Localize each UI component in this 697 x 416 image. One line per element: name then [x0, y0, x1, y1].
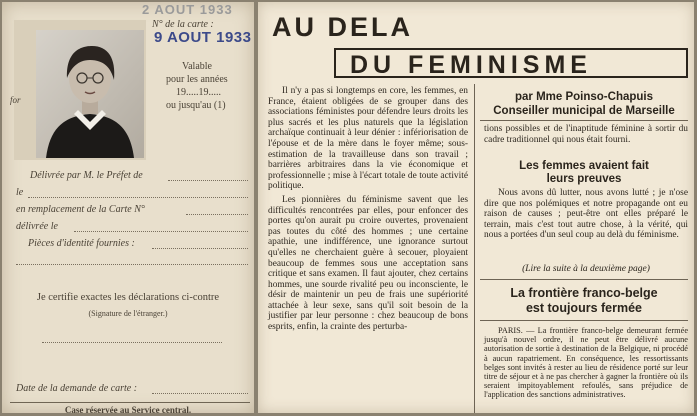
date-le-line	[28, 197, 248, 198]
subheading-line: leurs preuves	[546, 173, 622, 185]
issued-by-label: Délivrée par M. le Préfet de	[30, 170, 143, 181]
request-date-label: Date de la demande de carte :	[16, 383, 138, 394]
paragraph: PARIS. — La frontière franco-belge demeurant fermée jusqu'à nouvel ordre, il ne peut être délivré aucune autorisation de sortie à destination de la Belgique, ni procédé à aucun rapatriement. En conséquence, les ressortissants belges sont invités à rester au lieu de résidence porté sur leur titre de séjour et à ne pas chercher à gagner la frontière où ils seraient impitoyablement refoulés, sans préjudice de l'application des sanctions administratives.	[484, 326, 688, 400]
bottom-rule	[10, 402, 250, 403]
section-rule-2	[480, 320, 688, 321]
replacement-line	[186, 214, 248, 215]
headline-bottom: DU FEMINISME	[334, 48, 688, 78]
article-right-column-bottom	[484, 326, 688, 400]
identity-docs-label: Pièces d'identité fournies :	[28, 238, 135, 249]
signature-line	[42, 342, 222, 343]
section-rule	[480, 279, 688, 280]
subheading-1	[480, 160, 688, 186]
author-byline	[481, 90, 687, 118]
paragraph: tions possibles et de l'inaptitude féminine à sortir du cadre traditionnel qui nous était fourni.	[484, 124, 688, 145]
continued-note: (Lire la suite à la deuxième page)	[522, 264, 650, 274]
author-title: Conseiller municipal de Marseille	[493, 105, 675, 117]
date-stamp: 9 AOUT 1933	[154, 29, 252, 46]
faded-date-stamp: 2 AOUT 1933	[142, 2, 233, 17]
photo-frame	[14, 20, 146, 160]
paragraph: Il n'y a pas si longtemps en core, les femmes, en France, étaient obligées de se grouper dans des associations féministes pour défendre leurs droits les plus sacrés et les plus naturels que la législation archaïque continuait à leur dénier : infériorisation de l'épouse et de la mère dans le foyer même; sous-estimation de la travailleuse dans son travail ; barrières arbitraires dans la vie économique et professionnelle ; mise à l'écart totale de toute activité politique.	[268, 86, 468, 192]
certification-text: Je certifie exactes les déclarations ci-contre	[36, 292, 220, 303]
issued-on-label: délivrée le	[16, 221, 58, 232]
reserved-box-label: Case réservée au Service central.	[64, 405, 192, 415]
date-le-label: le	[16, 187, 24, 198]
article-left-column	[268, 86, 468, 333]
author-name: par Mme Poinso-Chapuis	[514, 91, 654, 103]
issued-by-line	[168, 180, 248, 181]
headline-top: AU DELA	[272, 12, 413, 42]
subheading-line: est toujours fermée	[525, 301, 642, 315]
subheading-line: La frontière franco-belge	[510, 286, 658, 300]
validity-label: Valable	[182, 61, 212, 72]
article-right-column-top	[484, 124, 688, 145]
portrait-photo	[36, 30, 144, 158]
until-label: ou jusqu'au (1)	[166, 100, 226, 111]
validity-block	[162, 60, 252, 112]
request-date-line	[152, 393, 248, 394]
byline-rule	[480, 120, 688, 121]
identity-card	[2, 2, 254, 413]
subheading-line: Les femmes avaient fait	[519, 160, 649, 172]
paragraph: Nous avons dû lutter, nous avons lutté ; je n'ose dire que nos polémiques et notre propagande ont eu raison de causes ; peut-être ont elles préparé le terrain, mais c'est tout autre chose, à la vérité, qui nous a portées d'un seul coup au delà du féminisme.	[484, 188, 688, 241]
subheading-2	[480, 286, 688, 316]
newspaper-clipping	[258, 2, 694, 413]
issued-on-line	[74, 231, 248, 232]
signature-label: (Signature de l'étranger.)	[88, 309, 168, 318]
column-divider	[474, 84, 475, 413]
paragraph: Les pionnières du féminisme savent que les difficultés rencontrées par elles, pour enfoncer des portes qu'on aurait pu croire ouvertes, provenaient pas toutes du côté des hommes ; une certaine apathie, une indifférence, une ignorance surtout qu'elles ne cherchaient guère à secouer, ployaient beaucoup de femmes sous une acceptation sans critique et sans examen. Il faut ajouter, chez certains hommes, une sourde rivalité peu ou inconsciente, le désir de maintenir un peu de frais une supériorité attachée à leur sexe, sans qu'il soit besoin de la justifier par leur personne : chez beaucoup de bons esprits, enfin, la crainte des perturba-	[268, 194, 468, 333]
identity-docs-line-2	[16, 264, 248, 265]
photo-side-label: for	[10, 95, 21, 105]
years-label: pour les années	[166, 74, 228, 85]
replacement-label: en remplacement de la Carte N°	[16, 204, 145, 215]
article-right-column-middle	[484, 188, 688, 241]
card-number-label: N° de la carte :	[152, 19, 214, 30]
identity-docs-line	[152, 248, 248, 249]
years-line: 19.....19.....	[176, 87, 221, 98]
